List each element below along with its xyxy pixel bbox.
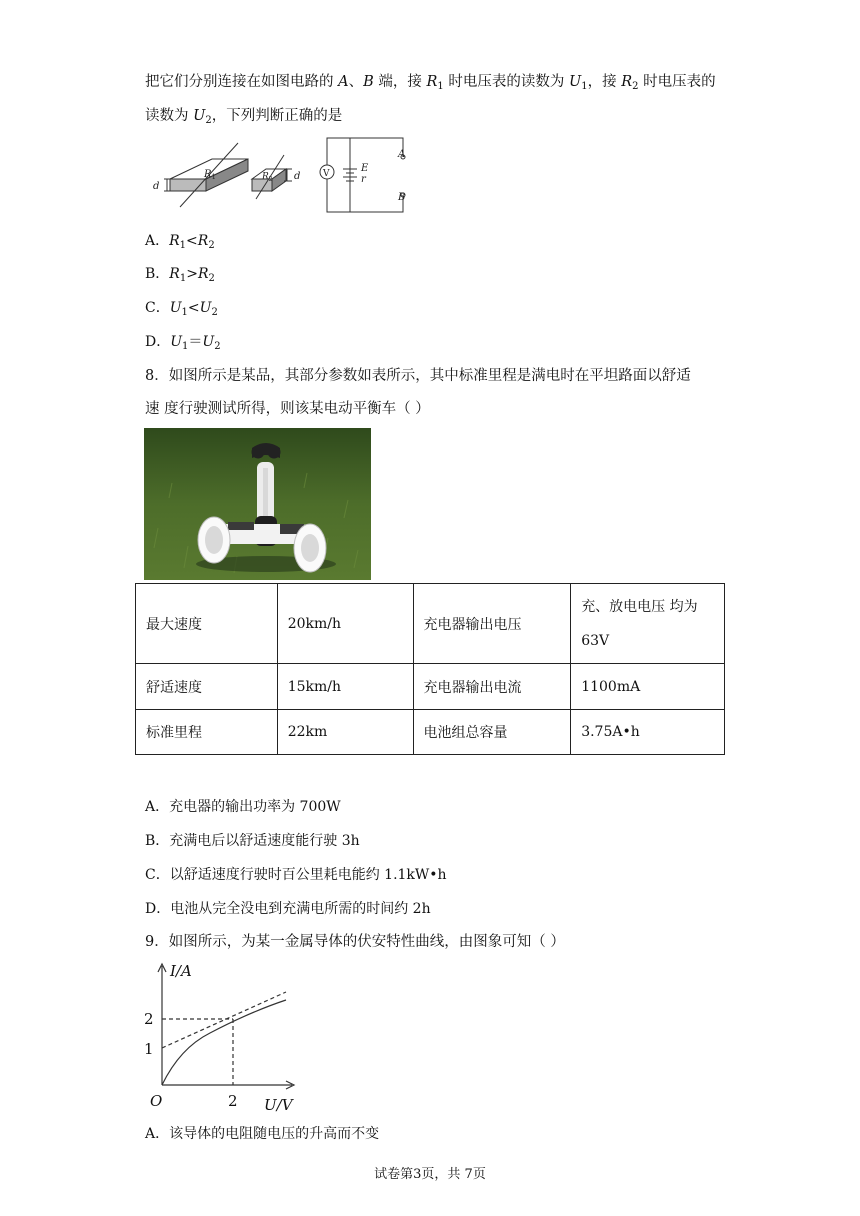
q7-resistor-circuit-figure — [150, 135, 420, 215]
scooter-parameter-table — [135, 583, 725, 755]
svg-text:r: r — [361, 174, 366, 185]
table-cell: 电池组总容量 — [413, 710, 571, 755]
table-cell: 20km/h — [277, 584, 413, 664]
table-cell: 标准里程 — [136, 710, 278, 755]
svg-text:A: A — [398, 149, 406, 160]
y-axis-label: I/A — [170, 962, 192, 980]
q7-option-d: D．$U_1=U_2$ — [145, 334, 221, 352]
page-footer: 试卷第3页，共 7页 — [374, 1167, 486, 1182]
table-cell: 充电器输出电压 — [413, 584, 571, 664]
table-cell: 22km — [277, 710, 413, 755]
iu-curve — [162, 1000, 286, 1085]
svg-text:R1: $R_1$ — [204, 169, 216, 181]
table-cell: 充电器输出电流 — [413, 664, 571, 710]
y-tick-label: 1 — [144, 1040, 154, 1058]
table-cell: 15km/h — [277, 664, 413, 710]
q8-option-b: B．充满电后以舒适速度能行驶 3h — [145, 833, 360, 849]
table-row — [136, 710, 725, 755]
table-row — [136, 664, 725, 710]
table-cell: 3.75A•h — [571, 710, 725, 755]
svg-text:B: B — [398, 192, 406, 203]
q8-option-c: C．以舒适速度行驶时百公里耗电能约 1.1kW•h — [145, 867, 447, 883]
q7-option-a: A．$R_1<R_2$ — [145, 233, 215, 251]
svg-text:V: V — [323, 169, 330, 179]
tangent-line — [162, 992, 286, 1048]
svg-text:E: E — [361, 163, 369, 174]
origin-label: O — [150, 1092, 163, 1110]
self-balancing-scooter-photo — [144, 428, 371, 580]
q7-stem-line-1: 把它们分别连接在如图电路的 A、B 端，接 $R_1$ 时电压表的读数为 $U_1$，接 $R_2$ 时电压表的 — [145, 74, 716, 92]
iu-characteristic-graph — [140, 958, 310, 1118]
table-row — [136, 584, 725, 664]
table-cell: 1100mA — [571, 664, 725, 710]
q7-stem-line-2: 读数为 $U_2$，下列判断正确的是 — [145, 108, 343, 126]
x-axis-label: U/V — [264, 1096, 293, 1114]
q8-stem-line-2: 速 度行驶测试所得，则该某电动平衡车（ ） — [145, 401, 430, 417]
q7-option-c: C．$U_1<U_2$ — [145, 300, 218, 318]
q7-option-b: B．$R_1>R_2$ — [145, 266, 215, 284]
svg-text:R2: $R_2$ — [262, 172, 273, 183]
q8-stem-line-1: 8．如图所示是某品，其部分参数如表所示，其中标准里程是满电时在平坦路面以舒适 — [145, 368, 691, 384]
svg-text:d: d — [153, 181, 160, 192]
q9-stem: 9．如图所示，为某一金属导体的伏安特性曲线，由图象可知（ ） — [145, 934, 565, 950]
table-cell: 最大速度 — [136, 584, 278, 664]
table-cell — [571, 584, 725, 664]
x-tick-label: 2 — [228, 1092, 238, 1110]
table-cell-line: 充、放电电压 均为 — [581, 598, 698, 615]
q8-option-d: D．电池从完全没电到充满电所需的时间约 2h — [145, 901, 431, 917]
table-cell-line: 63V — [581, 632, 610, 649]
y-tick-label: 2 — [144, 1010, 154, 1028]
q9-option-a: A．该导体的电阻随电压的升高而不变 — [145, 1126, 380, 1142]
q8-option-a: A．充电器的输出功率为 700W — [145, 799, 341, 815]
svg-text:d: d — [294, 171, 301, 182]
table-cell: 舒适速度 — [136, 664, 278, 710]
